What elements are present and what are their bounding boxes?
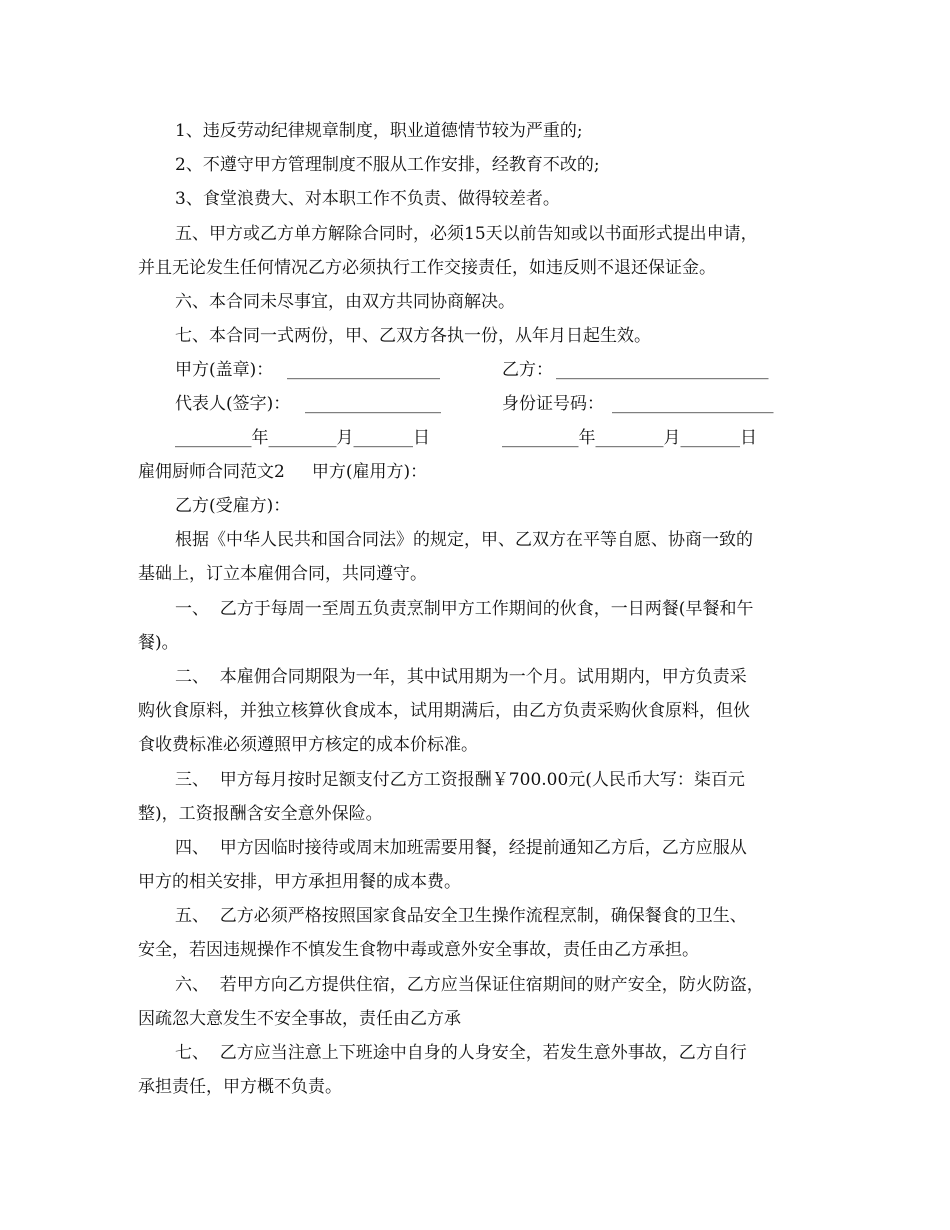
clause-line: 安全，若因违规操作不慎发生食物中毒或意外安全事故，责任由乙方承担。 — [138, 940, 699, 960]
clause-line: 1、违反劳动纪律规章制度，职业道德情节较为严重的; — [175, 121, 583, 141]
clause-line: 并且无论发生任何情况乙方必须执行工作交接责任，如违反则不退还保证金。 — [138, 258, 716, 278]
party-b-blank: _________________________ — [556, 360, 769, 380]
clause-line: 二、 本雇佣合同期限为一年，其中试用期为一个月。试用期内，甲方负责采 — [175, 667, 747, 687]
clause-line: 六、 若甲方向乙方提供住宿，乙方应当保证住宿期间的财产安全，防火防盗， — [175, 975, 764, 995]
representative-blank: ________________ — [305, 394, 441, 414]
clause-line: 因疏忽大意发生不安全事故，责任由乙方承 — [138, 1009, 461, 1029]
clause-line: 六、本合同未尽事宜，由双方共同协商解决。 — [175, 292, 515, 312]
party-a-seal-label: 甲方(盖章)： — [175, 360, 274, 380]
clause-line: 七、 乙方应当注意上下班途中自身的人身安全，若发生意外事故，乙方自行 — [175, 1043, 747, 1063]
party-a-seal-blank: __________________ — [287, 360, 440, 380]
clause-line: 乙方(受雇方)： — [175, 496, 291, 516]
clause-line: 七、本合同一式两份，甲、乙双方各执一份，从年月日起生效。 — [175, 326, 651, 346]
clause-line: 餐)。 — [138, 633, 179, 653]
clause-line: 五、甲方或乙方单方解除合同时，必须15天以前告知或以书面形式提出申请， — [175, 224, 758, 244]
clause-line: 根据《中华人民共和国合同法》的规定，甲、乙双方在平等自愿、协商一致的 — [175, 530, 753, 550]
clause-line: 甲方的相关安排，甲方承担用餐的成本费。 — [138, 872, 461, 892]
clause-line: 3、食堂浪费大、对本职工作不负责、做得较差者。 — [175, 189, 560, 209]
section-heading: 雇佣厨师合同范文2 甲方(雇用方)： — [138, 462, 428, 482]
clause-line: 三、 甲方每月按时足额支付乙方工资报酬￥700.00元(人民币大写：柒百元 — [175, 770, 745, 790]
clause-line: 承担责任，甲方概不负责。 — [138, 1077, 342, 1097]
clause-line: 2、不遵守甲方管理制度不服从工作安排，经教育不改的; — [175, 155, 600, 175]
id-number-blank: ___________________ — [612, 394, 774, 414]
clause-line: 四、 甲方因临时接待或周末加班需要用餐，经提前通知乙方后，乙方应服从 — [175, 838, 747, 858]
clause-line: 一、 乙方于每周一至周五负责烹制甲方工作期间的伙食，一日两餐(早餐和午 — [175, 599, 754, 619]
date-blank-right: _________年________月_______日 — [502, 428, 757, 448]
clause-line: 基础上，订立本雇佣合同，共同遵守。 — [138, 564, 427, 584]
party-b-label: 乙方： — [502, 360, 553, 380]
clause-line: 五、 乙方必须严格按照国家食品安全卫生操作流程烹制，确保餐食的卫生、 — [175, 906, 747, 926]
clause-line: 食收费标准必须遵照甲方核定的成本价标准。 — [138, 735, 478, 755]
id-number-label: 身份证号码： — [502, 394, 604, 414]
clause-line: 整)，工资报酬含安全意外保险。 — [138, 804, 383, 824]
clause-line: 购伙食原料，并独立核算伙食成本，试用期满后，由乙方负责采购伙食原料，但伙 — [138, 701, 750, 721]
date-blank-left: _________年________月_______日 — [175, 428, 430, 448]
representative-label: 代表人(签字)： — [175, 394, 291, 414]
